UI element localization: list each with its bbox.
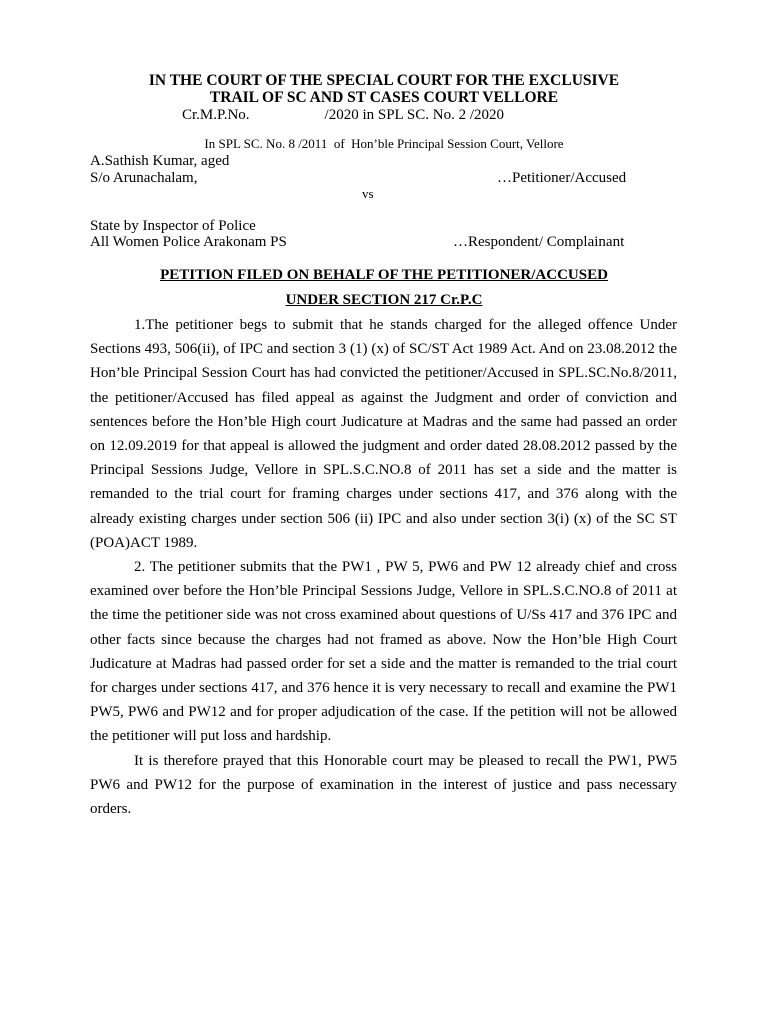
paragraph-2: 2. The petitioner submits that the PW1 , PW 5, PW6 and PW 12 already chief and cross examined over before the Hon’ble Principal Sessions Judge, Vellore in SPL.S.C.NO.8 of 2011 at the time the petitioner side was not cross examined about questions of U/Ss 417 and 376 IPC and other facts since because the charges had not framed as above. Now the Hon’ble High Court Judicature at Madras had passed order for set a side and the matter is remanded to the trial court for charges under sections 417, and 376 hence it is very necessary to recall and examine the PW1 PW5, PW6 and PW12 and for proper adjudication of the case. If the petition will not be allowed the petitioner will put loss and hardship. <box>90 559 677 745</box>
petition-body <box>90 313 677 821</box>
petitioner-role: …Petitioner/Accused <box>497 170 627 186</box>
case-number: Cr.M.P.No. /2020 in SPL SC. No. 2 /2020 <box>182 107 504 123</box>
petition-heading-line2: UNDER SECTION 217 Cr.P.C <box>285 292 483 308</box>
court-title-line2: TRAIL OF SC AND ST CASES COURT VELLORE <box>209 89 559 106</box>
paragraph-3: It is therefore prayed that this Honorable court may be pleased to recall the PW1, PW5 PW6 and PW12 for the purpose of examination in the interest of justice and pass necessary orders. <box>90 752 677 818</box>
versus-label: vs <box>362 186 374 201</box>
paragraph-1: 1.The petitioner begs to submit that he stands charged for the alleged offence Under Sections 493, 506(ii), of IPC and section 3 (1) (x) of SC/ST Act 1989 Act. And on 23.08.2012 the Hon’ble Principal Session Court has had convicted the petitioner/Accused in SPL.SC.No.8/2011, the petitioner/Accused has filed appeal as against the Judgment and order of conviction and sentences before the Hon’ble High court Judicature at Madras and the same had passed an order on 12.09.2019 for that appeal is allowed the judgment and order dated 28.08.2012 passed by the Principal Sessions Judge, Vellore in SPL.S.C.NO.8 of 2011 has set a side and the matter is remanded to the trial court for framing charges under sections 417, and 376 along with the already existing charges under section 506 (ii) IPC and also under section 3(i) (x) of the SC ST (POA)ACT 1989. <box>90 317 677 551</box>
petitioner-parent: S/o Arunachalam, <box>90 170 198 186</box>
respondent-line2: All Women Police Arakonam PS <box>90 234 287 250</box>
respondent-role: …Respondent/ Complainant <box>453 234 625 250</box>
original-case-reference: In SPL SC. No. 8 /2011 of Hon’ble Principal Session Court, Vellore <box>204 136 564 151</box>
court-title-line1: IN THE COURT OF THE SPECIAL COURT FOR THE EXCLUSIVE <box>148 72 620 89</box>
respondent-line1: State by Inspector of Police <box>90 218 256 234</box>
petitioner-name: A.Sathish Kumar, aged <box>90 153 230 169</box>
petition-heading-line1: PETITION FILED ON BEHALF OF THE PETITIONER/ACCUSED <box>160 267 608 283</box>
